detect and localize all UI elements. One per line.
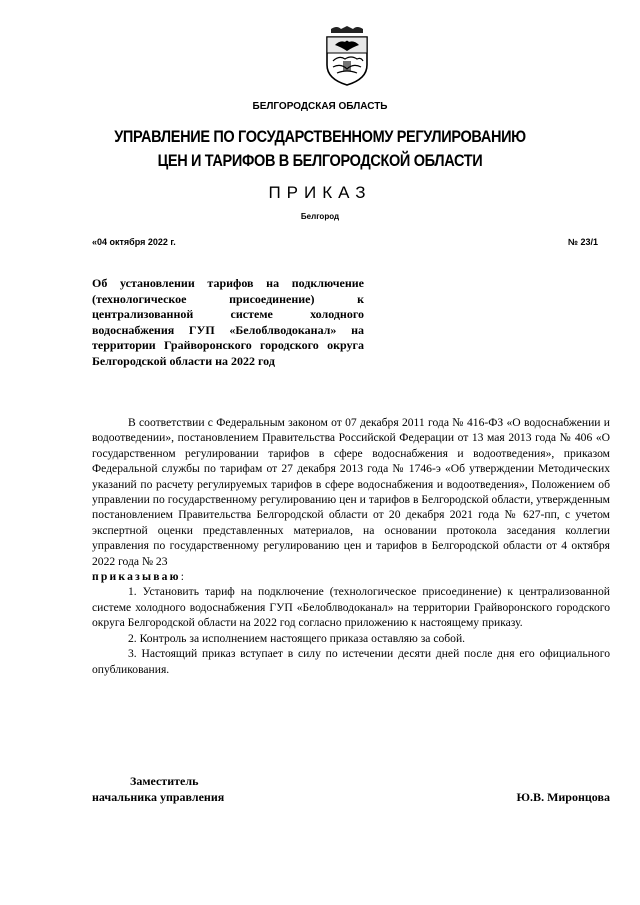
signatory-title <box>92 773 224 805</box>
coat-of-arms-icon <box>323 25 371 87</box>
agency-name-line2: ЦЕН И ТАРИФОВ В БЕЛГОРОДСКОЙ ОБЛАСТИ <box>157 152 483 170</box>
document-number: № 23/1 <box>567 237 598 247</box>
signatory-name: Ю.В. Миронцова <box>516 790 610 804</box>
order-item-3: 3. Настоящий приказ вступает в силу по истечении десяти дней после дня его официального опубликования. <box>92 647 610 676</box>
document-body <box>92 415 610 677</box>
order-line <box>92 569 610 584</box>
order-word: приказываю <box>92 570 181 584</box>
order-item-1: 1. Установить тариф на подключение (технологическое присоединение) к централизованной системе холодного водоснабжения ГУП «Белоблводоканал» на территории Грайворонского городского округа Белгородской области на 2022 год согласно приложению к настоящему приказу. <box>92 585 610 630</box>
preamble-text: В соответствии с Федеральным законом от 07 декабря 2011 года № 416-ФЗ «О водоснабжении и водоотведении», постановлением Правительства Российской Федерации от 13 мая 2013 года № 406 «О государственном регулировании тарифов в сфере водоснабжения и водоотведения», приказом Федеральной службы по тарифам от 27 декабря 2013 года № 1746-э «Об утверждении Методических указаний по расчету регулируемых тарифов в сфере водоснабжения и водоотведения», Положением об управлении по государственному регулированию цен и тарифов в Белгородской области, утвержденным постановлением Правительства Белгородской области от 20 декабря 2021 года № 627-пп, с учетом экспертной оценки представленных материалов, на основании протокола заседания коллегии управления по государственному регулированию цен и тарифов в Белгородской области от 4 октября 2022 года № 23 <box>92 416 610 568</box>
document-type: ПРИКАЗ <box>268 183 372 202</box>
document-date: «04 октября 2022 г. <box>92 237 176 247</box>
city: Белгород <box>300 212 340 221</box>
signatory-title-line2: начальника управления <box>92 790 225 804</box>
order-item-2: 2. Контроль за исполнением настоящего приказа оставляю за собой. <box>128 631 466 645</box>
agency-name <box>38 125 601 173</box>
signatory-title-line1: Заместитель <box>130 774 199 788</box>
document-subject: Об установлении тарифов на подключение (технологическое присоединение) к централизованной системе холодного водоснабжения ГУП «Белоблводоканал» на территории Грайворонского городского округа Белгородской области на 2022 год <box>92 276 364 368</box>
order-colon: : <box>180 570 184 584</box>
agency-name-line1: УПРАВЛЕНИЕ ПО ГОСУДАРСТВЕННОМУ РЕГУЛИРОВАНИЮ <box>114 128 526 146</box>
preamble-paragraph <box>92 415 610 569</box>
region-name: БЕЛГОРОДСКАЯ ОБЛАСТЬ <box>252 101 388 112</box>
